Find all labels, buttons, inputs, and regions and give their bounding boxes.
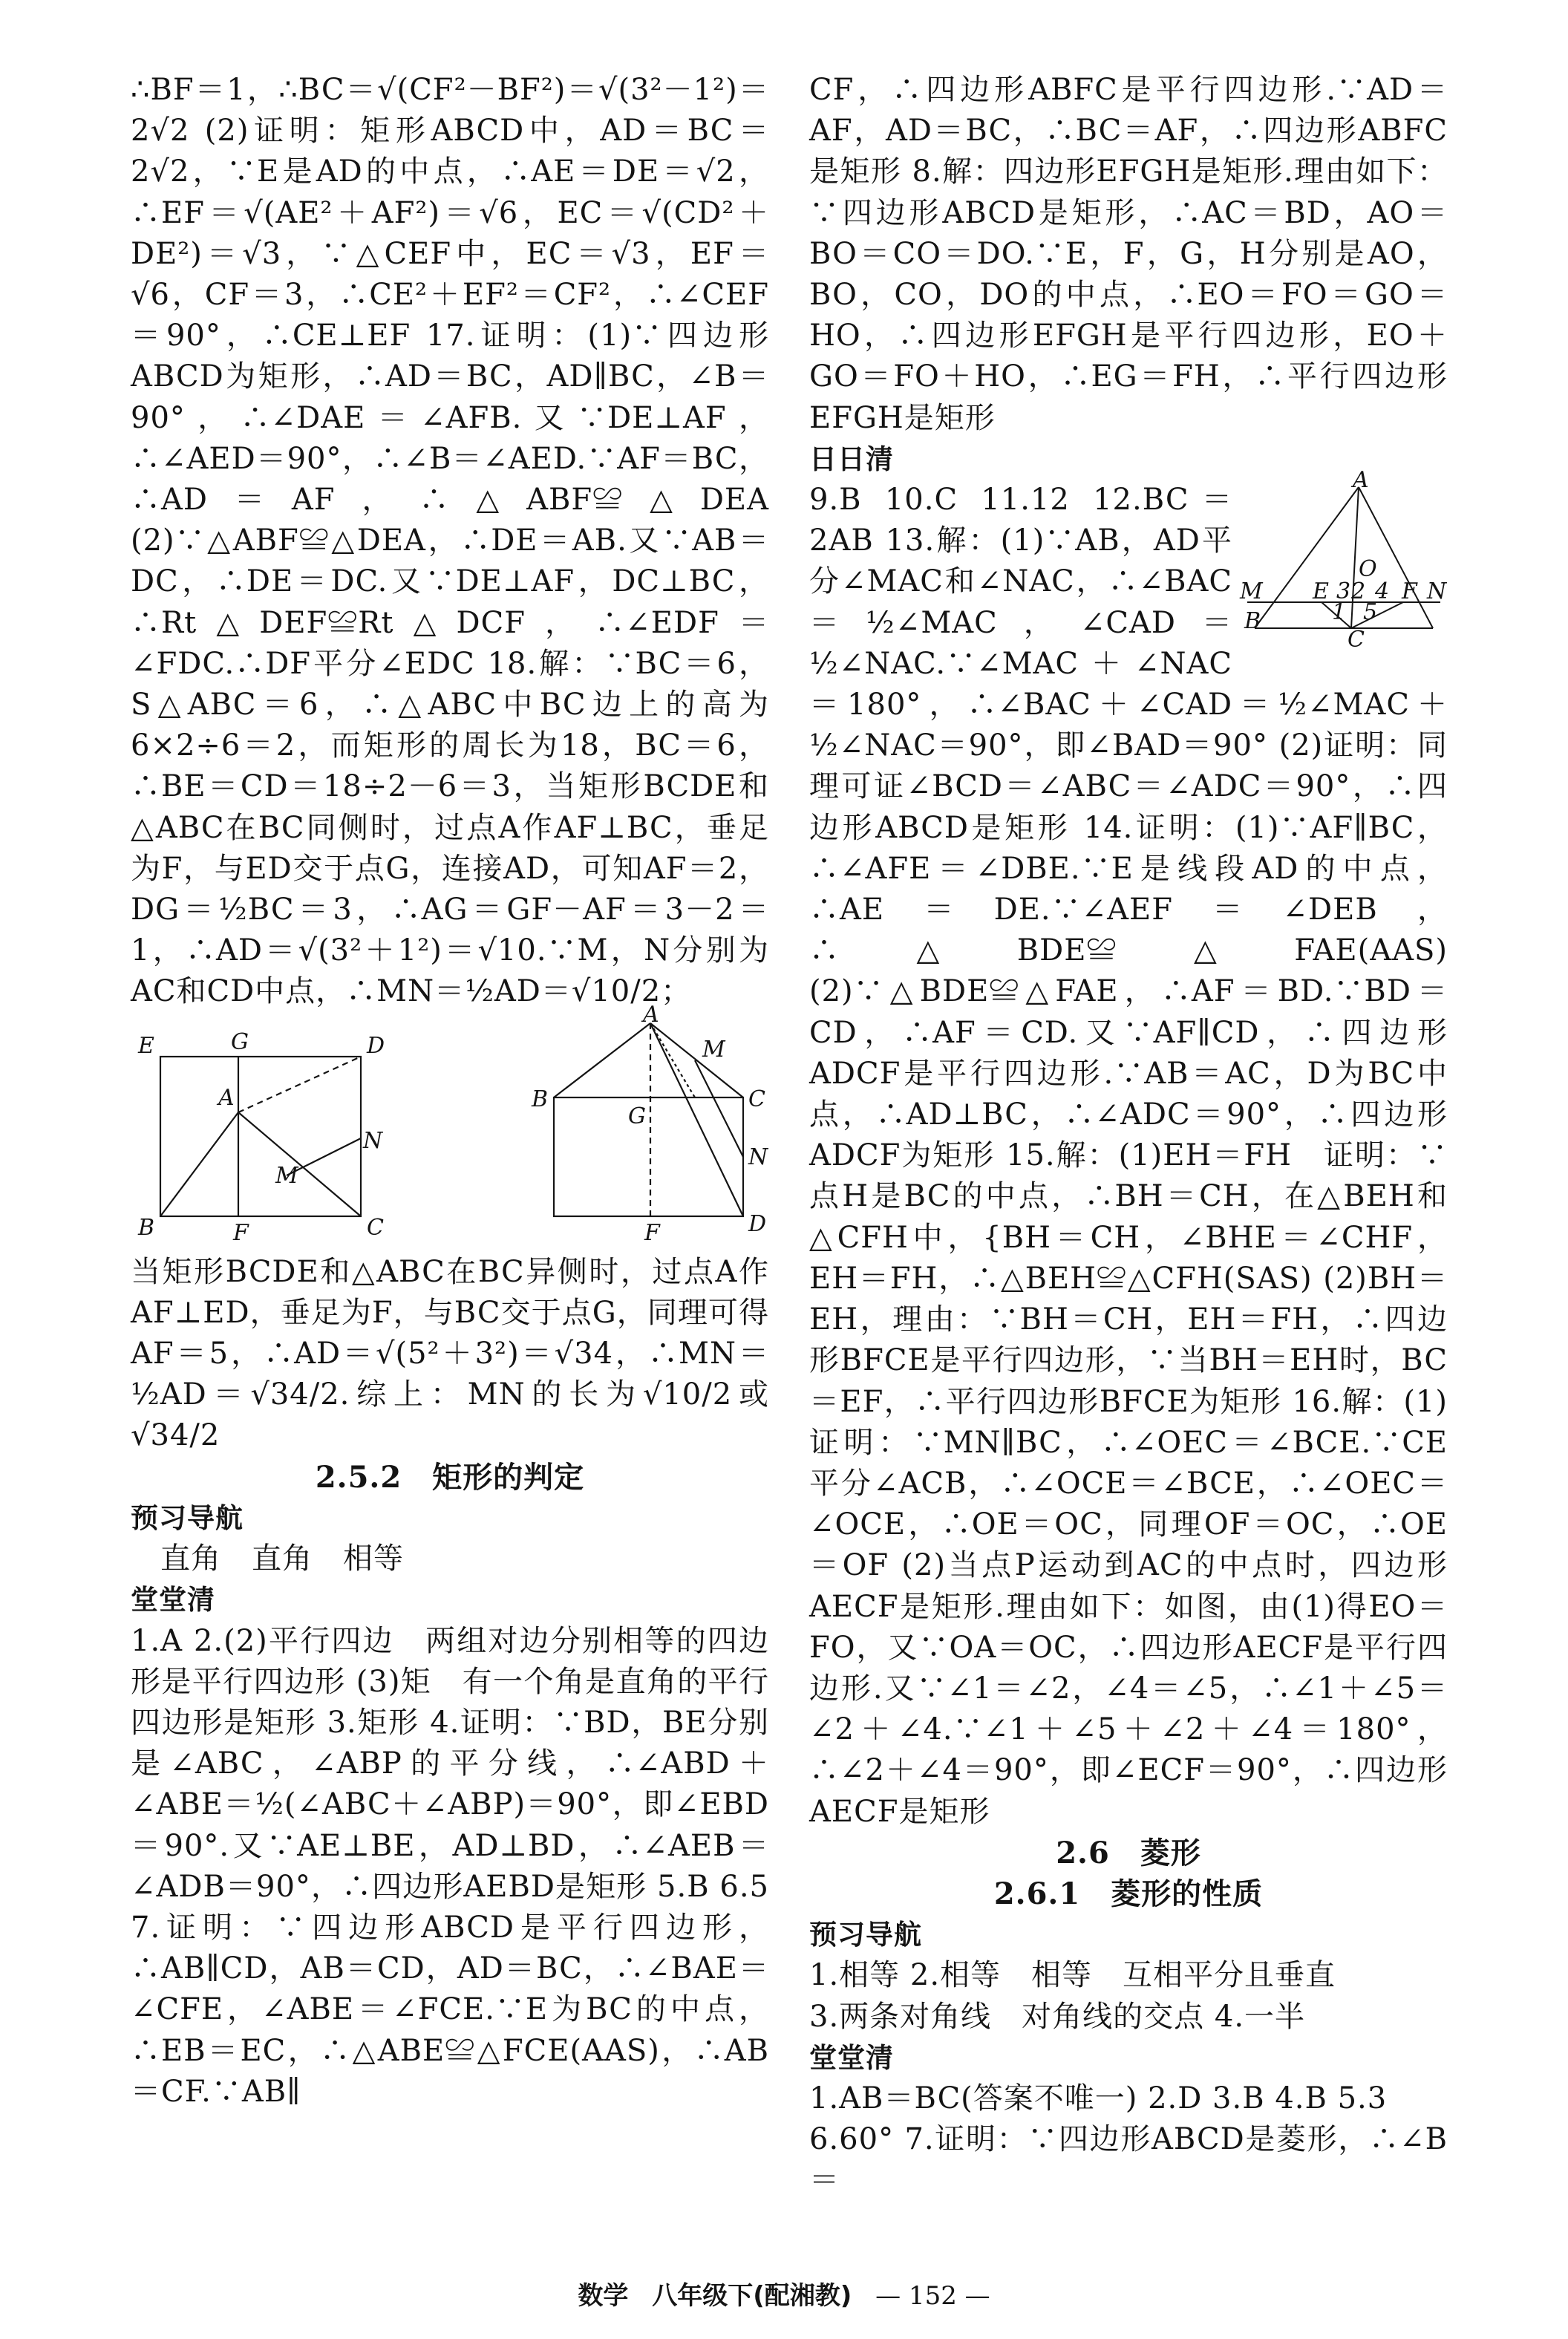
label-M: M	[1240, 578, 1264, 605]
class-answers-1: 1.AB＝BC(答案不唯一) 2.D 3.B 4.B 5.3	[809, 2081, 1388, 2115]
triangle-figure-wrap	[1240, 467, 1448, 665]
page-number: — 152 —	[875, 2281, 990, 2311]
answer-paragraph: 当矩形BCDE和△ABC在BC异侧时，过点A作AF⊥ED，垂足为F，与BC交于点G，同理可得AF＝5，∴AD＝√(5²＋3²)＝√34，∴MN＝½AD＝√34/2.综上：MN的长为√10/2或√34/2	[131, 1254, 769, 1453]
label-D: D	[748, 1210, 768, 1237]
label-angle-5: 5	[1363, 599, 1379, 626]
label-E: E	[138, 1032, 155, 1059]
figure-rectangle-opposite-side	[524, 1001, 769, 1246]
label-G: G	[628, 1103, 647, 1129]
preview-answers: 直角 直角 相等	[160, 1542, 404, 1576]
label-angle-4: 4	[1375, 578, 1391, 605]
rectangle-figures	[131, 1001, 769, 1246]
left-column	[131, 70, 769, 2113]
answer-paragraph: CF，∴四边形ABFC是平行四边形.∵AD＝AF，AD＝BC，∴BC＝AF，∴四边形ABFC是矩形 8.解：四边形EFGH是矩形.理由如下：∵四边形ABCD是矩形，∴AC＝BD，AO＝BO＝CO＝DO.∵E，F，G，H分别是AO，BO，CO，DO的中点，∴EO＝FO＝GO＝HO，∴四边形EFGH是平行四边形，EO＋GO＝FO＋HO，∴EG＝FH，∴平行四边形EFGH是矩形	[809, 73, 1448, 435]
label-angle-1: 1	[1332, 599, 1348, 626]
label-D: D	[367, 1032, 386, 1059]
preview-heading: 预习导航	[809, 1919, 922, 1951]
preview-answers-1: 1.相等 2.相等 相等 互相平分且垂直	[809, 1958, 1336, 1993]
page-footer	[0, 2275, 1568, 2312]
footer-subject: 数学	[578, 2281, 629, 2311]
daily-heading: 日日清	[809, 443, 894, 475]
label-M: M	[275, 1162, 299, 1189]
label-A: A	[218, 1084, 235, 1111]
answer-paragraph: 1.A 2.(2)平行四边 两组对边分别相等的四边形是平行四边形 (3)矩 有一个角是直角的平行四边形是矩形 3.矩形 4.证明：∵BD，BE分别是∠ABC，∠ABP的平分线，∴∠ABD＋∠ABE＝½(∠ABC＋∠ABP)＝90°，即∠EBD＝90°.又∵AE⊥BE，AD⊥BD，∴∠AEB＝∠ADB＝90°，∴四边形AEBD是矩形 5.B 6.5 7.证明：∵四边形ABCD是平行四边形，∴AB∥CD，AB＝CD，AD＝BC，∴∠BAE＝∠CFE，∠ABE＝∠FCE.∵E为BC的中点，∴EB＝EC，∴△ABE≌△FCE(AAS)，∴AB＝CF.∵AB∥	[131, 1623, 769, 2109]
section-title: 2.6 菱形	[1056, 1835, 1201, 1870]
label-E: E	[1313, 578, 1330, 605]
label-B: B	[1244, 608, 1262, 635]
answer-paragraph	[809, 467, 1448, 1833]
label-M: M	[702, 1036, 726, 1063]
preview-heading: 预习导航	[131, 1501, 244, 1534]
answer-text: 9.B 10.C 11.12 12.BC＝2AB 13.解：(1)∵AB，AD平分∠MAC和∠NAC，∴∠BAC＝½∠MAC，∠CAD＝½∠NAC.∵∠MAC＋∠NAC＝180°，∴∠BAC＋∠CAD＝½∠MAC＋½∠NAC＝90°，即∠BAD＝90° (2)证明：同理可证∠BCD＝∠ABC＝∠ADC＝90°，∴四边形ABCD是矩形 14.证明：(1)∵AF∥BC，∴∠AFE＝∠DBE.∵E是线段AD的中点，∴AE＝DE.∵∠AEF＝∠DEB，∴△BDE≌△FAE(AAS) (2)∵△BDE≌△FAE，∴AF＝BD.∵BD＝CD，∴AF＝CD.又∵AF∥CD，∴四边形ADCF是平行四边形.∵AB＝AC，D为BC中点，∴AD⊥BC，∴∠ADC＝90°，∴四边形ADCF为矩形 15.解：(1)EH＝FH 证明：∵点H是BC的中点，∴BH＝CH，在△BEH和△CFH中，{BH＝CH，∠BHE＝∠CHF，EH＝FH，∴△BEH≌△CFH(SAS) (2)BH＝EH，理由：∵BH＝CH，EH＝FH，∴四边形BFCE是平行四边形，∵当BH＝EH时，BC＝EF，∴平行四边形BFCE为矩形 16.解：(1)证明：∵MN∥BC，∴∠OEC＝∠BCE.∵CE平分∠ACB，∴∠OCE＝∠BCE，∴∠OEC＝∠OCE，∴OE＝OC，同理OF＝OC，∴OE＝OF (2)当点P运动到AC的中点时，四边形AECF是矩形.理由如下：如图，由(1)得EO＝FO，又∵OA＝OC，∴四边形AECF是平行四边形.又∵∠1＝∠2，∠4＝∠5，∴∠1＋∠5＝∠2＋∠4.∵∠1＋∠5＋∠2＋∠4＝180°，∴∠2＋∠4＝90°，即∠ECF＝90°，∴四边形AECF是矩形	[809, 483, 1448, 1829]
label-N: N	[363, 1127, 384, 1154]
label-O: O	[1359, 556, 1378, 583]
right-column	[809, 70, 1448, 2202]
class-heading: 堂堂清	[131, 1584, 215, 1617]
label-B: B	[138, 1214, 156, 1241]
answer-paragraph: ∴BF＝1，∴BC＝√(CF²－BF²)＝√(3²－1²)＝2√2 (2)证明：矩形ABCD中，AD＝BC＝2√2，∵E是AD的中点，∴AE＝DE＝√2，∴EF＝√(AE²＋AF²)＝√6，EC＝√(CD²＋DE²)＝√3，∵△CEF中，EC＝√3，EF＝√6，CF＝3，∴CE²＋EF²＝CF²，∴∠CEF＝90°，∴CE⊥EF 17.证明：(1)∵四边形ABCD为矩形，∴AD＝BC，AD∥BC，∠B＝90°，∴∠DAE＝∠AFB.又∵DE⊥AF，∴∠AED＝90°，∴∠B＝∠AED.∵AF＝BC，∴AD＝AF，∴△ABF≌△DEA (2)∵△ABF≌△DEA，∴DE＝AB.又∵AB＝DC，∴DE＝DC.又∵DE⊥AF，DC⊥BC，∴Rt△DEF≌Rt△DCF，∴∠EDF＝∠FDC.∴DF平分∠EDC 18.解：∵BC＝6，S△ABC＝6，∴△ABC中BC边上的高为6×2÷6＝2，而矩形的周长为18，BC＝6，∴BE＝CD＝18÷2－6＝3，当矩形BCDE和△ABC在BC同侧时，过点A作AF⊥BC，垂足为F，与ED交于点G，连接AD，可知AF＝2，DG＝½BC＝3，∴AG＝GF－AF＝3－2＝1，∴AD＝√(3²＋1²)＝√10.∵M，N分别为AC和CD中点，∴MN＝½AD＝√10/2；	[131, 73, 769, 1009]
figure-rectangle-same-side	[131, 1016, 386, 1246]
label-G: G	[231, 1028, 249, 1055]
label-angle-3: 3	[1336, 578, 1352, 605]
section-title: 2.5.2 矩形的判定	[315, 1459, 585, 1495]
label-C: C	[367, 1214, 385, 1241]
preview-answers-2: 3.两条对角线 对角线的交点 4.一半	[809, 1999, 1306, 2034]
label-C: C	[1348, 627, 1365, 653]
label-N: N	[748, 1144, 769, 1170]
label-B: B	[532, 1086, 549, 1112]
class-answers-2: 6.60° 7.证明：∵四边形ABCD是菱形，∴∠B＝	[809, 2122, 1448, 2198]
label-N: N	[1427, 578, 1448, 605]
figure-triangle	[1240, 467, 1448, 658]
subsection-title: 2.6.1 菱形的性质	[993, 1876, 1264, 1911]
label-angle-2: 2	[1351, 578, 1367, 605]
label-C: C	[748, 1086, 766, 1112]
label-A: A	[643, 1001, 660, 1028]
class-heading: 堂堂清	[809, 2041, 894, 2074]
label-F: F	[233, 1219, 249, 1246]
label-F: F	[644, 1219, 661, 1246]
label-F: F	[1402, 578, 1418, 605]
label-A: A	[1353, 467, 1370, 494]
footer-grade: 八年级下(配湘教)	[652, 2281, 852, 2311]
